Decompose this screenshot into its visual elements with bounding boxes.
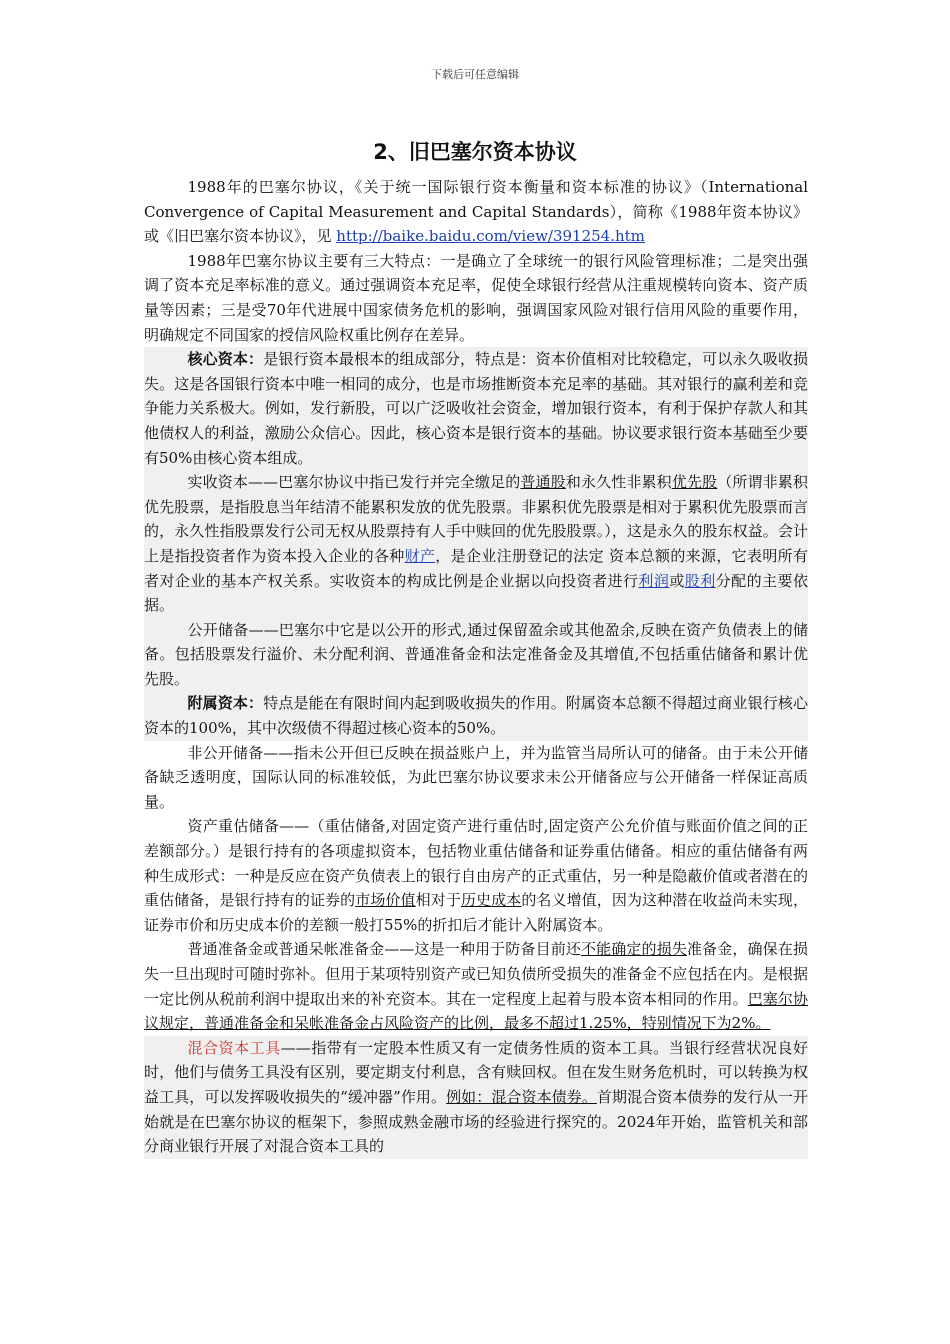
uncertain-loss-link[interactable]: 不能确定的损失 (581, 940, 687, 959)
paragraph-hybrid-instruments (144, 1036, 808, 1159)
historical-cost-link[interactable]: 历史成本 (460, 891, 522, 910)
baike-link[interactable]: http://baike.baidu.com/view/391254.htm (336, 227, 645, 246)
paragraph-paid-in-capital (144, 470, 808, 618)
core-capital-term: 核心资本： (187, 350, 264, 369)
paragraph-core-capital (144, 347, 808, 470)
hybrid-bond-example: 例如：混合资本债券。 (446, 1087, 597, 1106)
provisions-text-a: 普通准备金或普通呆帐准备金——这是一种用于防备目前还 (187, 940, 581, 959)
intro-text: 1988年的巴塞尔协议，《关于统一国际银行资本衡量和资本标准的协议》（International Convergence of Capital Measurement and Capital Standards），简称《1988年资本协议》或《旧巴塞尔资本协议》，见 (144, 178, 808, 246)
dividend-link[interactable]: 股利 (684, 571, 716, 590)
paid-in-text-f: 分配的主要依据。 (144, 571, 808, 615)
provisions-text-b: 准备金，确保在损失一旦出现时可随时弥补。但用于某项特别资产或已知负债所受损失的准备金不应包括在内。是根据一定比例从税前利润中提取出来的补充资本。其在一定程度上起着与股本资本相同的作用。 (144, 940, 808, 1008)
paragraph-undisclosed-reserves: 非公开储备——指未公开但已反映在损益账户上，并为监管当局所认可的储备。由于未公开储备缺乏透明度，国际认同的标准较低，为此巴塞尔协议要求未公开储备应与公开储备一样保证高质量。 (144, 743, 808, 811)
property-link[interactable]: 财产 (404, 546, 436, 565)
supplementary-capital-term: 附属资本： (187, 694, 264, 713)
revaluation-text-a: 资产重估储备——（重估储备,对固定资产进行重估时,固定资产公允价值与账面价值之间的正差额部分。）是银行持有的各项虚拟资本，包括物业重估储备和证券重估储备。相应的重估储备有两种生成形式：一种是反应在资产负债表上的银行自由房产的正式重估，另一种是隐蔽价值或者潜在的重估储备，是银行持有的证券的 (144, 817, 808, 910)
revaluation-text-c: 的名义增值，因为这种潜在收益尚未实现，证券市价和历史成本价的差额一般打55%的折扣后才能计入附属资本。 (144, 891, 808, 934)
basel-rule-underlined: 巴塞尔协议规定，普通准备金和呆帐准备金占风险资产的比例，最多不超过1.25%，特别情况下为2%。 (144, 989, 808, 1033)
revaluation-text-b: 相对于 (415, 891, 461, 910)
paid-in-text-c: （所谓非累积优先股票，是指股息当年结清不能累积发放的优先股票。非累积优先股票是相对于累积优先股票而言的，永久性指股票发行公司无权从股票持有人手中赎回的优先股股票。），这是永久的股东权益。会计上是指投资者作为资本投入企业的各种 (144, 473, 808, 565)
paragraph-disclosed-reserves: 公开储备——巴塞尔中它是以公开的形式,通过保留盈余或其他盈余,反映在资产负债表上的储备。包括股票发行溢价、未分配利润、普通准备金和法定准备金及其增值,不包括重估储备和累计优先股。 (144, 618, 808, 692)
document-body (144, 175, 808, 1159)
supplementary-capital-text: 特点是能在有限时间内起到吸收损失的作用。附属资本总额不得超过商业银行核心资本的100%，其中次级债不得超过核心资本的50%。 (144, 694, 808, 738)
page-header: 下载后可任意编辑 (431, 68, 519, 81)
paid-in-text-e: 或 (669, 571, 685, 590)
hybrid-text-b: 首期混合资本债券的发行从一开始就是在巴塞尔协议的框架下，参照成熟金融市场的经验进行探究的。2024年开始，监管机关和部分商业银行开展了对混合资本工具的 (144, 1087, 808, 1156)
market-value-link[interactable]: 市场价值 (355, 891, 416, 910)
paragraph-supplementary-capital (144, 691, 808, 740)
profit-link[interactable]: 利润 (638, 571, 670, 590)
core-capital-text: 是银行资本最根本的组成部分，特点是：资本价值相对比较稳定，可以永久吸收损失。这是各国银行资本中唯一相同的成分，也是市场推断资本充足率的基础。其对银行的赢利差和竞争能力关系极大。例如，发行新股，可以广泛吸收社会资金，增加银行资本，有利于保护存款人和其他债权人的利益，激励公众信心。因此，核心资本是银行资本的基础。协议要求银行资本基础至少要有50%由核心资本组成。 (144, 350, 808, 467)
paid-in-text-b: 和永久性非累积 (565, 473, 672, 492)
hybrid-text-a: ——指带有一定股本性质又有一定债务性质的资本工具。当银行经营状况良好时，他们与债务工具没有区别，要定期支付利息，含有赎回权。但在发生财务危机时，可以转换为权益工具，可以发挥吸收损失的“缓冲器”作用。 (144, 1038, 808, 1106)
paid-in-text-d: ，是企业注册登记的法定 资本总额的来源，它表明所有者对企业的基本产权关系。实收资本的构成比例是企业据以向投资者进行 (144, 546, 808, 590)
preferred-stock-link[interactable]: 优先股 (671, 473, 718, 492)
hybrid-instrument-term: 混合资本工具 (187, 1038, 281, 1057)
common-stock-link[interactable]: 普通股 (520, 473, 566, 492)
paragraph-intro (144, 175, 808, 249)
paragraph-revaluation-reserves (144, 814, 808, 937)
paragraph-general-provisions (144, 937, 808, 1035)
paid-in-text-a: 实收资本——巴塞尔协议中指已发行并完全缴足的 (187, 473, 521, 492)
paragraph-features: 1988年巴塞尔协议主要有三大特点：一是确立了全球统一的银行风险管理标准；二是突出强调了资本充足率标准的意义。通过强调资本充足率，促使全球银行经营从注重规模转向资本、资产质量等因素；三是受70年代进展中国家债务危机的影响，强调国家风险对银行信用风险的重要作用，明确规定不同国家的授信风险权重比例存在差异。 (144, 251, 808, 344)
section-title: 2、旧巴塞尔资本协议 (373, 140, 577, 164)
